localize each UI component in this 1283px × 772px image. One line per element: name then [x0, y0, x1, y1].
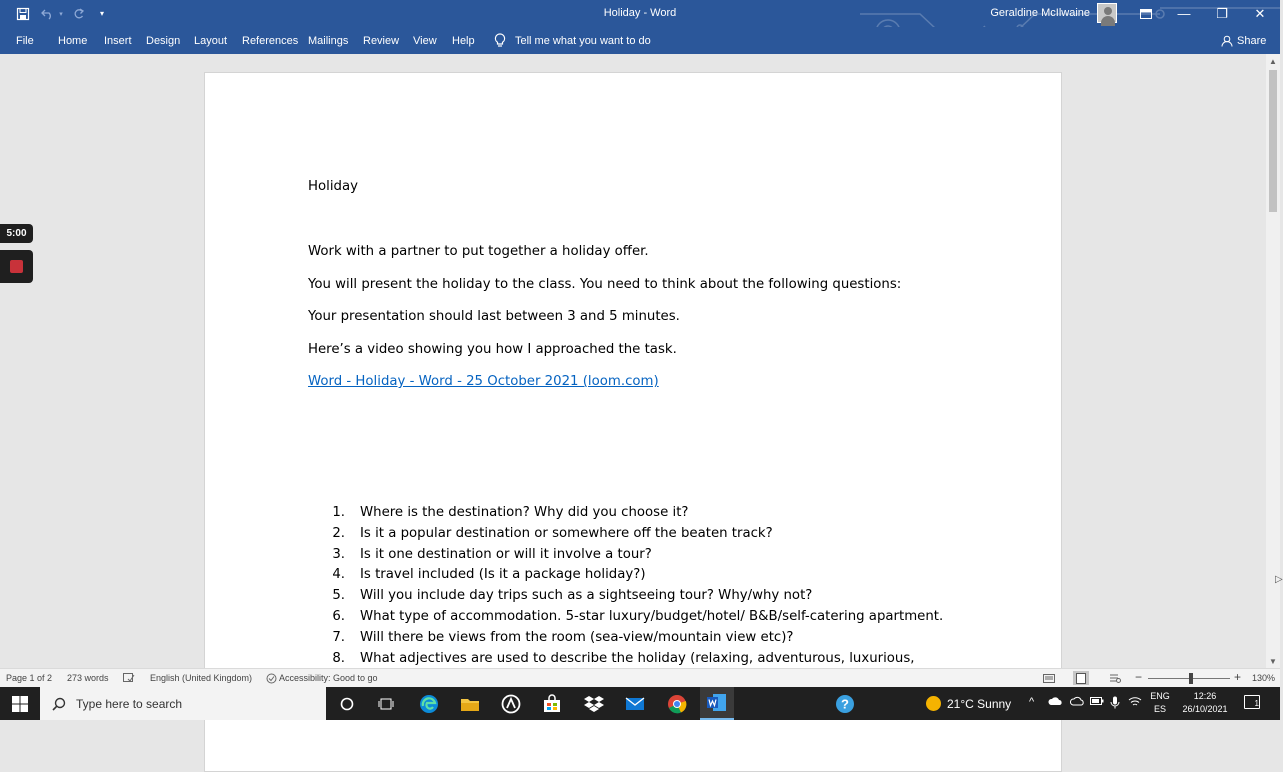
- word-taskbar-button[interactable]: [700, 687, 734, 720]
- cortana-icon[interactable]: [334, 691, 360, 717]
- notification-icon[interactable]: 1: [1244, 695, 1260, 709]
- chevron-up-icon[interactable]: ^: [1029, 696, 1035, 708]
- paragraph[interactable]: Here’s a video showing you how I approached the task.: [308, 342, 677, 357]
- cloud-icon[interactable]: [1070, 696, 1084, 709]
- sun-icon: [926, 696, 941, 711]
- input-language[interactable]: ENG ES: [1150, 691, 1170, 714]
- document-heading[interactable]: Holiday: [308, 179, 358, 194]
- task-view-icon[interactable]: [373, 691, 399, 717]
- tab-mailings[interactable]: Mailings: [308, 35, 349, 47]
- tab-file[interactable]: File: [16, 35, 34, 47]
- taskbar-search-box[interactable]: [40, 687, 326, 720]
- avatar[interactable]: [1097, 3, 1117, 23]
- mouse-cursor-icon: ▷: [1275, 574, 1283, 585]
- battery-icon[interactable]: [1090, 696, 1104, 709]
- stop-icon: [10, 260, 23, 273]
- title-bar: [0, 0, 1280, 27]
- tell-me-label: Tell me what you want to do: [515, 34, 651, 47]
- share-label: Share: [1237, 35, 1267, 47]
- window-title: Holiday - Word: [603, 7, 677, 19]
- dropbox-icon[interactable]: [581, 691, 607, 717]
- wifi-icon[interactable]: [1128, 696, 1142, 710]
- ribbon-tabs: [0, 27, 1280, 54]
- tab-view[interactable]: View: [413, 35, 437, 47]
- help-icon[interactable]: [832, 691, 858, 717]
- scrollbar-thumb[interactable]: [1269, 70, 1277, 212]
- taskbar: [0, 687, 1280, 720]
- loom-recording-timer: 5:00: [0, 224, 33, 243]
- tab-help[interactable]: Help: [452, 35, 475, 47]
- accessibility-status[interactable]: Accessibility: Good to go: [279, 673, 378, 683]
- tab-references[interactable]: References: [242, 35, 299, 47]
- lightbulb-icon: [493, 33, 507, 48]
- clock[interactable]: [1180, 690, 1230, 716]
- restore-button[interactable]: ❐: [1216, 5, 1228, 21]
- word-icon: [707, 693, 727, 712]
- paragraph[interactable]: You will present the holiday to the class. You need to think about the following questions:: [308, 277, 902, 292]
- undo-dropdown-icon[interactable]: ▾: [59, 10, 63, 18]
- zoom-level[interactable]: 130%: [1252, 673, 1276, 683]
- language-indicator[interactable]: English (United Kingdom): [150, 673, 253, 683]
- loom-stop-button[interactable]: [0, 250, 33, 283]
- status-bar: [0, 668, 1280, 687]
- close-button[interactable]: ✕: [1254, 5, 1266, 21]
- document-area[interactable]: [0, 54, 1266, 668]
- tab-layout[interactable]: Layout: [194, 35, 228, 47]
- paragraph[interactable]: Your presentation should last between 3 and 5 minutes.: [308, 309, 680, 324]
- search-placeholder: Type here to search: [76, 696, 183, 711]
- edge-icon[interactable]: [416, 691, 442, 717]
- weather-text: 21°C Sunny: [947, 696, 1012, 711]
- proofing-icon[interactable]: [123, 673, 135, 685]
- scroll-down-icon[interactable]: ▼: [1269, 656, 1277, 666]
- customize-toolbar-icon[interactable]: ▾: [99, 9, 104, 18]
- web-layout-icon[interactable]: [1107, 671, 1123, 685]
- microphone-icon[interactable]: [1110, 696, 1120, 712]
- person-icon: [1221, 35, 1233, 47]
- user-name[interactable]: Geraldine McIlwaine: [990, 7, 1090, 19]
- paragraph[interactable]: Work with a partner to put together a holiday offer.: [308, 244, 649, 259]
- accessibility-icon[interactable]: [266, 673, 277, 686]
- clock-date: 26/10/2021: [1182, 704, 1228, 714]
- svg-text:?: ?: [841, 696, 849, 712]
- document-page[interactable]: Holiday Work with a partner to put together a holiday offer. You will present the holiday to the class. You need to think about the following questions: Your presentation should last between 3 and 5 minutes. Here’s a video showing you how I approached the task. Word - Holiday - Word - 25 October 2021 (loom.com) 1. Where is the destination? Why did you choose it? 2. Is it a popular destination or somewhere off the beaten track? 3. Is it one destination or will it involve a tour? 4. Is travel included (Is it a package holiday?) 5. Will you include day trips such as a sightseeing tour? Why/why not? 6. What type of accommodation. 5-star luxury/budget/hotel/ B&B/self-catering apartment. 7. Will there be views from the room (sea-view/mountain view etc)? 8. What adjectives are used to describe the holiday (relaxing, adventurous, luxurious,: [204, 72, 1062, 772]
- scroll-up-icon[interactable]: ▲: [1269, 56, 1277, 66]
- file-explorer-icon[interactable]: [457, 691, 483, 717]
- mail-icon[interactable]: [622, 691, 648, 717]
- zoom-slider-thumb[interactable]: [1189, 673, 1193, 684]
- zoom-out-button[interactable]: −: [1135, 670, 1143, 684]
- focus-mode-icon[interactable]: [1041, 671, 1057, 685]
- clock-time: 12:26: [1193, 691, 1217, 701]
- loom-video-link[interactable]: Word - Holiday - Word - 25 October 2021 (loom.com): [308, 374, 659, 389]
- chrome-icon[interactable]: [664, 691, 690, 717]
- onedrive-icon[interactable]: [1048, 696, 1063, 709]
- tab-insert[interactable]: Insert: [104, 35, 132, 47]
- minimize-button[interactable]: —: [1177, 6, 1191, 21]
- app-icon[interactable]: [498, 691, 524, 717]
- tab-home[interactable]: Home: [58, 35, 88, 47]
- page-count[interactable]: Page 1 of 2: [6, 673, 53, 683]
- search-icon: [52, 697, 66, 711]
- tell-me-search[interactable]: [493, 33, 651, 48]
- word-count[interactable]: 273 words: [67, 673, 109, 683]
- tab-review[interactable]: Review: [363, 35, 400, 47]
- windows-start-icon[interactable]: [0, 687, 40, 720]
- weather-widget[interactable]: [926, 696, 1011, 711]
- zoom-in-button[interactable]: +: [1234, 670, 1242, 684]
- ribbon-display-options-icon[interactable]: [1127, 0, 1165, 27]
- share-button[interactable]: [1221, 35, 1266, 47]
- print-layout-icon[interactable]: [1073, 671, 1089, 685]
- tab-design[interactable]: Design: [146, 35, 181, 47]
- store-icon[interactable]: [539, 691, 565, 717]
